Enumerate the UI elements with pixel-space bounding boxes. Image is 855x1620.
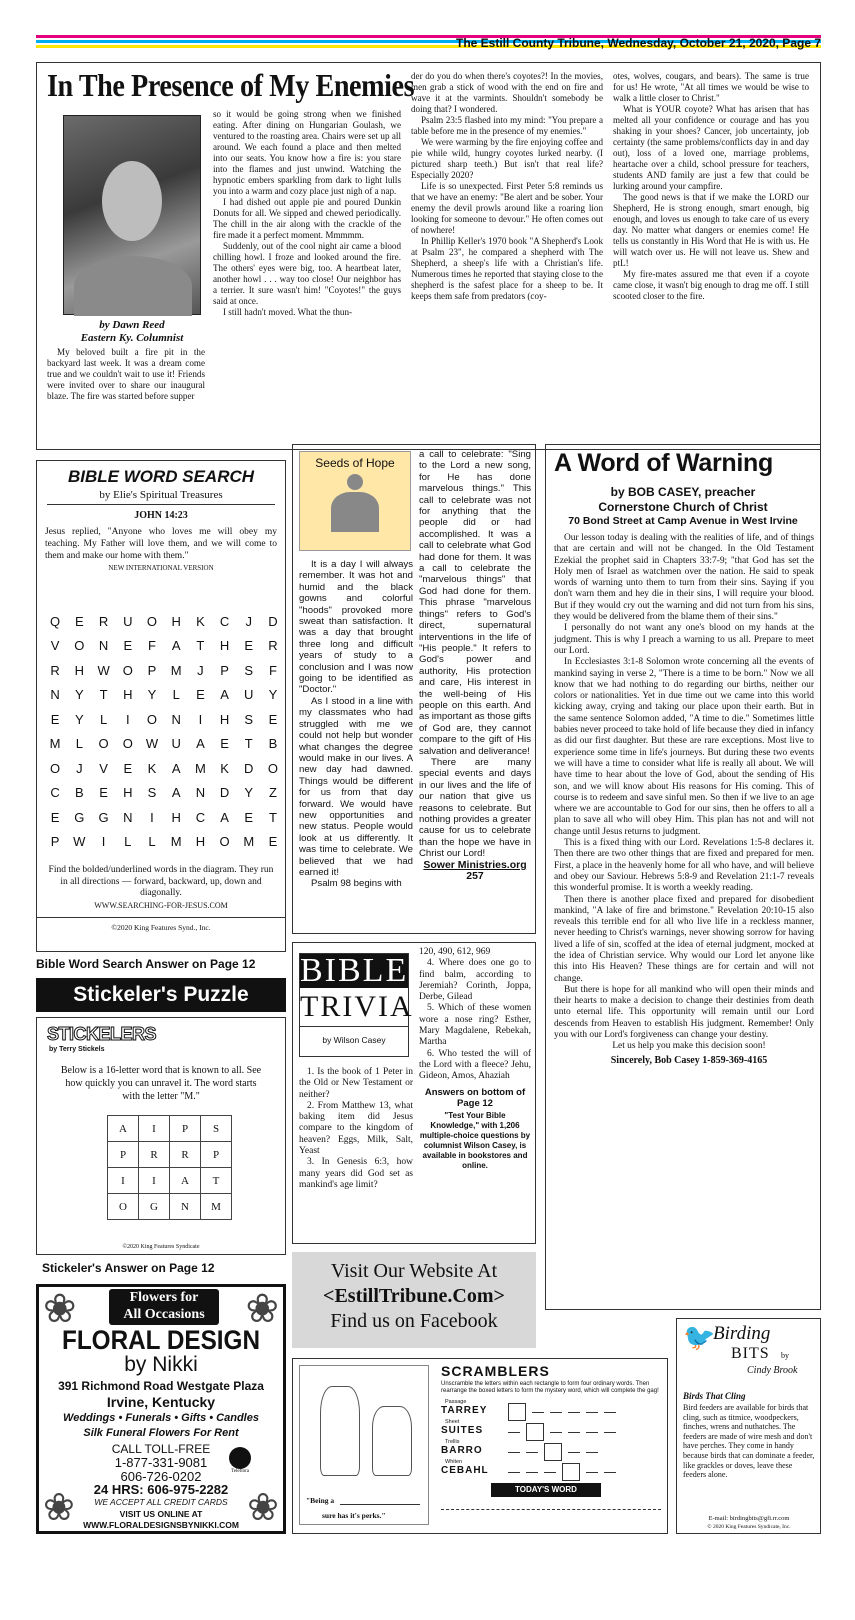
warning-signature: Sincerely, Bob Casey 1-859-369-4165 (610, 1054, 768, 1066)
trivia-question: 4. Where does one go to find balm, according to Jeremiah? Corinth, Joppa, Derbe, Gilead (419, 958, 531, 1003)
scrambler-slot[interactable] (550, 1432, 562, 1433)
grid-letter[interactable]: S (244, 662, 254, 678)
grid-letter[interactable]: J (76, 760, 83, 776)
bible-trivia-panel (292, 942, 536, 1244)
person-body (331, 492, 379, 532)
grid-letter[interactable]: E (99, 785, 108, 801)
grid-letter[interactable]: O (50, 760, 61, 776)
floral-local-phone[interactable]: 606-726-0202 (120, 1469, 202, 1484)
birding-email: E-mail: birdingbits@gfi.rr.com (708, 1515, 790, 1522)
paragraph: There are many special events and days in our lives and the life of our nation that give us reasons to celebrate. But nothing provides a greater cause for us to celebrate than the hope we have in Christ our Lord! (419, 756, 531, 860)
paragraph: so it would be going strong when we finished eating. After dining on Hungarian Goulash, we ventured to the roasting area. Chairs were set up all around. We each found a place and then melted into our seats. You know how a fire is: you stare into the flames and just unwind. Watching the hypnotic embers sparkling from dark to light lulls you into a warm and cozy place just nigh of a nap. (213, 109, 401, 196)
grid-letter[interactable]: E (196, 687, 205, 703)
grid-letter[interactable]: S (147, 785, 157, 801)
scrambler-clue: Sheet (445, 1419, 460, 1425)
stickeler-letter: I (139, 1168, 170, 1194)
people-icon (325, 474, 385, 534)
bible-version: NEW INTERNATIONAL VERSION (108, 564, 214, 572)
stickeler-text: Below is a 16-letter word that is known to all. See how quickly you can unravel it. The word starts with the letter "M." (60, 1065, 262, 1102)
grid-letter[interactable]: O (146, 613, 158, 629)
birding-by: by (781, 1351, 789, 1360)
grid-letter[interactable]: T (268, 809, 277, 825)
trivia-logo-line1: BIBLE (300, 952, 409, 989)
grid-letter[interactable]: W (145, 736, 159, 752)
stickeler-panel (36, 1017, 286, 1255)
grid-letter[interactable]: E (244, 638, 254, 654)
floral-silk: Silk Funeral Flowers For Rent (83, 1427, 239, 1439)
page-header: The Estill County Tribune, Wednesday, October 21, 2020, Page 7 (456, 36, 821, 50)
grid-letter[interactable]: F (148, 638, 156, 654)
floral-online: VISIT US ONLINE AT (119, 1509, 203, 1519)
scrambler-slot[interactable] (562, 1463, 580, 1481)
paragraph: Let us help you make this decision soon! (612, 1041, 766, 1052)
trivia-choices: 120, 490, 612, 969 (419, 947, 491, 957)
paragraph: I had dished out apple pie and poured Dunkin Donuts for all. We sipped and chewed periodically. The chill in the air along with the crackle of the fire made it a perfect moment. Mmmmm. (213, 197, 401, 240)
grid-letter[interactable]: P (220, 662, 229, 678)
cartoon (299, 1365, 429, 1525)
grid-letter[interactable]: H (171, 613, 181, 629)
grid-letter[interactable]: N (98, 638, 109, 654)
scrambler-slot[interactable] (568, 1412, 580, 1413)
grid-letter[interactable]: E (123, 638, 133, 654)
grid-letter[interactable]: Y (147, 687, 157, 703)
word-search-subtitle: by Elie's Spiritual Treasures (99, 489, 223, 501)
scrambler-word: CEBAHL (441, 1465, 489, 1476)
grid-row (43, 634, 285, 659)
verse-ref: JOHN 14:23 (134, 510, 188, 521)
trivia-promo: "Test Your Bible Knowledge," with 1,206 multiple-choice questions by columnist Wilson Casey, is available in bookstores and online. (419, 1111, 531, 1171)
grid-letter[interactable]: I (150, 809, 154, 825)
cartoon-caption-blank (340, 1504, 420, 1505)
grid-letter[interactable]: K (147, 760, 157, 776)
scrambler-word: BARRO (441, 1445, 483, 1456)
grid-letter[interactable]: J (197, 662, 204, 678)
word-search-answer-note: Bible Word Search Answer on Page 12 (36, 957, 256, 971)
grid-letter[interactable]: L (124, 834, 132, 850)
seeds-number: 257 (466, 870, 484, 883)
rose-icon: ❀ (247, 1487, 279, 1529)
stickeler-row (108, 1142, 232, 1168)
paragraph: This is a fixed thing with our Lord. Revelations 1:5-8 declares it. Then there are two other things that are fixed and prepared for men. First, a place in the heavenly home for all who have, and will believe and obey our Saviour. Hebrews 5:8-9 and Revelation 21:1-7 reveals this wonderful promise. It is worth a weekly reading. (554, 838, 814, 894)
grid-letter[interactable]: M (170, 834, 182, 850)
floral-address: 391 Richmond Road Westgate Plaza (58, 1379, 264, 1393)
grid-letter[interactable]: D (268, 613, 278, 629)
paragraph: Suddenly, out of the cool night air came a blood chilling howl. I froze and looked around the fire. The others' eyes were big, too. A heartbeat later, another howl . . . way too close! Our neighbor has a terrier. It sure wasn't him! "Coyotes!" the guys said at once. (213, 241, 401, 306)
grid-letter[interactable]: O (146, 711, 158, 727)
grid-letter[interactable]: J (245, 613, 252, 629)
paragraph: But there is hope for all mankind who will open their minds and their hearts to make a decision to change their destinies from death unto eternal life. This opportunity will remain until our Lord descends from Heaven to establish His judgment. Remember! Only you with our Lord's forgiveness can change your destiny. (554, 984, 814, 1041)
seeds-logo (299, 451, 411, 551)
paragraph: My beloved built a fire pit in the backyard last week. It was a dream come true and we couldn't wait to use it! Friends were invited over to share our inaugural blaze. The fire was started before supper (47, 347, 205, 401)
stickeler-letter: A (170, 1168, 201, 1194)
grid-letter[interactable]: C (50, 785, 60, 801)
grid-letter[interactable]: E (50, 711, 60, 727)
grid-letter[interactable]: A (196, 736, 205, 752)
scrambler-row (441, 1459, 665, 1479)
grid-letter[interactable]: A (171, 760, 181, 776)
seeds-signature[interactable]: Sower Ministries.org (423, 858, 527, 871)
grid-row (43, 658, 285, 683)
photo-face (102, 161, 162, 241)
grid-letter[interactable]: I (101, 834, 106, 850)
teleflora-label: Teleflora (231, 1469, 249, 1474)
floral-cards: WE ACCEPT ALL CREDIT CARDS (94, 1497, 228, 1507)
enemies-article (36, 62, 821, 450)
grid-letter[interactable]: H (74, 662, 85, 678)
stickeler-letter: G (139, 1194, 170, 1220)
scrambler-row (441, 1419, 665, 1439)
visit-facebook[interactable]: Find us on Facebook (330, 1310, 498, 1332)
grid-letter[interactable]: L (75, 736, 83, 752)
warning-church: Cornerstone Church of Christ (598, 500, 768, 514)
grid-letter[interactable]: U (123, 613, 133, 629)
grid-letter[interactable]: A (220, 809, 229, 825)
scrambler-row (441, 1439, 665, 1459)
visit-line1: Visit Our Website At (330, 1260, 498, 1282)
floral-city: Irvine, Kentucky (106, 1394, 216, 1410)
grid-letter[interactable]: L (148, 834, 156, 850)
cartoon-caption: sure has it's perks." (322, 1511, 386, 1520)
grid-letter[interactable]: D (219, 785, 230, 801)
word-of-warning-panel (545, 444, 821, 1310)
grid-letter[interactable]: N (123, 809, 133, 825)
grid-letter[interactable]: H (171, 809, 181, 825)
paragraph: Psalm 98 begins with (311, 878, 402, 890)
grid-letter[interactable]: P (147, 662, 157, 678)
grid-letter[interactable]: A (220, 687, 229, 703)
grid-letter[interactable]: R (268, 638, 278, 654)
trivia-logo-line2: TRIVIA (300, 988, 408, 1027)
stickeler-answer-note: Stickeler's Answer on Page 12 (42, 1261, 215, 1275)
stickeler-banner-text: Stickeler's Puzzle (73, 983, 249, 1006)
warning-address: 70 Bond Street at Camp Avenue in West Irvine (568, 515, 798, 527)
scrambler-clue: Whiten (445, 1459, 463, 1465)
trivia-question: 2. From Matthew 13, what baking item did Jesus compare to the kingdom of heaven? Eggs, Milk, Salt, Yeast (299, 1100, 413, 1157)
paragraph: I personally do not want any one's blood on my hands at the judgment. This is why I preach a warning to us all. Prepare to meet our Lord. (554, 623, 814, 656)
floral-services: Weddings • Funerals • Gifts • Candles (63, 1412, 259, 1424)
stickeler-letter: I (108, 1168, 139, 1194)
grid-letter[interactable]: L (99, 711, 108, 727)
grid-letter[interactable]: U (171, 736, 181, 752)
scrambler-clue: Trellis (445, 1439, 460, 1445)
grid-letter[interactable]: O (122, 662, 133, 678)
trivia-logo (299, 952, 414, 1057)
stickeler-row (108, 1168, 232, 1194)
visit-url[interactable]: <EstillTribune.Com> (323, 1285, 505, 1307)
bird-icon: 🐦 (683, 1323, 716, 1352)
trivia-question: 6. Who tested the will of the Lord with a fleece? Jehu, Gideon, Amos, Ahaziah (419, 1048, 531, 1082)
paragraph: In Phillip Keller's 1970 book "A Shepherd's Look at Psalm 23", he compared a shepherd with The Shepherd, a sheep's life with a Christian's life. Numerous times he reported that staying close to the shepherd is the safest place for a sheep to be. It keeps them safe from predators (coy- (411, 236, 603, 301)
rose-icon: ❀ (245, 1286, 279, 1331)
word-search-panel (36, 460, 286, 952)
scrambler-slot[interactable] (586, 1412, 598, 1413)
grid-letter[interactable]: P (50, 834, 60, 850)
scrambler-slot[interactable] (568, 1432, 580, 1433)
scrambler-clue: Passage (445, 1399, 467, 1405)
paragraph: Psalm 23:5 flashed into my mind: "You prepare a table before me in the presence of my enemies." (411, 115, 603, 136)
grid-letter[interactable]: N (171, 711, 181, 727)
grid-letter[interactable]: N (50, 687, 60, 703)
grid-letter[interactable]: M (194, 760, 206, 776)
floral-ad[interactable] (36, 1284, 286, 1534)
grid-letter[interactable]: A (171, 638, 181, 654)
trivia-byline: by Wilson Casey (322, 1035, 386, 1045)
scrambler-slot[interactable] (508, 1472, 520, 1473)
stickeler-banner (36, 978, 286, 1012)
stickeler-author: by Terry Stickels (49, 1046, 105, 1053)
grid-letter[interactable]: M (49, 736, 61, 752)
scrambler-slot[interactable] (526, 1472, 538, 1473)
author-photo (63, 115, 201, 315)
verse-text: Jesus replied, "Anyone who loves me will obey my teaching. My Father will love them, and we will come to them and make our home with them." (45, 527, 277, 561)
grid-row (43, 756, 285, 781)
paragraph: Then there is another place fixed and prepared for disobedient mankind, "A lake of fire and brimstone." Revelation 20:10-15 also reveals this terrible end for all who live life in a reckless manner, never heeding to Christ's warnings, never showing sorrow for having lived a life of sin, scoffed at the idea of eternal judgment, mocked at the idea of Christian service. Why would our Lord let anyone like this into His Heaven? These things are for certain and will not change. (554, 894, 814, 984)
stickeler-row (108, 1116, 232, 1142)
birding-author: Cindy Brook (747, 1365, 798, 1376)
trivia-question: 3. In Genesis 6:3, how many years did God set as mankind's age limit? (299, 1157, 413, 1190)
birding-bits-panel (676, 1318, 821, 1534)
grid-letter[interactable]: F (268, 662, 277, 678)
grid-letter[interactable]: C (195, 809, 206, 825)
grid-letter[interactable]: I (125, 711, 130, 727)
word-search-url: WWW.SEARCHING-FOR-JESUS.COM (94, 901, 228, 910)
grid-letter[interactable]: O (98, 736, 109, 752)
floral-tollfree[interactable]: 1-877-331-9081 (114, 1455, 208, 1470)
cartoon-figure (320, 1386, 360, 1476)
stickeler-letter: T (201, 1168, 232, 1194)
stickeler-logo: STICKELERS (47, 1024, 157, 1044)
grid-letter[interactable]: O (267, 760, 278, 776)
grid-letter[interactable]: H (219, 711, 230, 727)
subtitle-divider (47, 504, 275, 505)
scrambler-slot[interactable] (586, 1452, 598, 1453)
floral-name-sub: by Nikki (124, 1353, 198, 1376)
grid-letter[interactable]: L (172, 687, 180, 703)
floral-banner-line2: All Occasions (123, 1307, 205, 1322)
floral-hours[interactable]: 24 HRS: 606-975-2282 (93, 1482, 229, 1497)
grid-letter[interactable]: T (244, 736, 253, 752)
scrambler-slot[interactable] (586, 1432, 598, 1433)
grid-row (43, 683, 285, 708)
cartoon-figure (372, 1406, 412, 1476)
cartoon-caption: "Being a (306, 1496, 335, 1505)
scrambler-slot[interactable] (604, 1412, 616, 1413)
paragraph: I still hadn't moved. What the thun- (223, 307, 353, 317)
teleflora-icon (229, 1447, 251, 1469)
scramblers-title: SCRAMBLERS (441, 1363, 550, 1379)
paragraph: We were warming by the fire enjoying coffee and pie while wild, hungry coyotes lurked nearby. (I pictured sharp teeth.) But isn't that real life? Especially 2020? (411, 137, 603, 180)
stickeler-letter: P (108, 1142, 139, 1168)
floral-call: CALL TOLL-FREE (111, 1442, 211, 1456)
todays-word-blanks[interactable] (441, 1509, 661, 1510)
grid-letter[interactable]: K (220, 760, 229, 776)
grid-row (43, 781, 285, 806)
grid-letter[interactable]: K (196, 613, 205, 629)
scrambler-slot[interactable] (568, 1452, 580, 1453)
word-search-divider (37, 917, 285, 918)
scrambler-row (441, 1399, 665, 1419)
grid-letter[interactable]: R (50, 662, 60, 678)
birding-heading: Birds That Cling (683, 1391, 746, 1401)
byline-title: Eastern Ky. Columnist (80, 332, 184, 344)
birding-text: Bird feeders are available for birds that cling, such as titmice, woodpeckers, finches, wrens and nuthatches. The feeders are made of wire mesh and don't have perches. They come in handy because birds that can dominate a feeder, like grackles or doves, leave these feeders alone. (683, 1403, 815, 1480)
grid-letter[interactable]: M (243, 834, 255, 850)
birding-logo-bits: BITS (731, 1345, 770, 1362)
paragraph: What is YOUR coyote? What has arisen that has melted all your confidence or courage and has you shaking in your shoes? Cancer, job uncertainty, job certainty (the same problems/conflicts day in and day out), loss of a loved one, marriage problems, heartache over a child, school pressure for teachers, students AND family are just a few that could be lurking around your campfire. (613, 104, 809, 191)
grid-letter[interactable]: T (99, 687, 108, 703)
grid-letter[interactable]: W (73, 834, 86, 850)
grid-letter[interactable]: E (220, 736, 229, 752)
paragraph: As I stood in a line with my classmates who had struggled with me we could not help but wonder what changes the degree would make in our lives. A new day had dawned. Things would be different for us from that day forward. We would have new opportunities and new status. People would look at us differently. It was time to celebrate. We believed that we had earned it! (299, 695, 413, 878)
birding-logo: Birding (713, 1323, 771, 1344)
scramblers-panel (292, 1358, 668, 1534)
stickeler-letter: M (201, 1194, 232, 1220)
trivia-answers-note: Answers on bottom of Page 12 (424, 1086, 526, 1109)
grid-letter[interactable]: B (74, 785, 84, 801)
scrambler-word: TARREY (441, 1405, 488, 1416)
scrambler-slot[interactable] (508, 1432, 520, 1433)
scrambler-slot[interactable] (508, 1452, 520, 1453)
grid-letter[interactable]: V (50, 638, 60, 654)
birding-copyright: © 2020 King Features Syndicate, Inc. (707, 1524, 791, 1530)
stickeler-letter: I (139, 1116, 170, 1142)
rose-icon: ❀ (43, 1286, 77, 1331)
trivia-question: 1. Is the book of 1 Peter in the Old or New Testament or neither? (299, 1067, 413, 1100)
grid-letter[interactable]: H (123, 687, 133, 703)
stickeler-letter: A (108, 1116, 139, 1142)
floral-name: FLORAL DESIGN (61, 1325, 260, 1355)
stickeler-letter: R (139, 1142, 170, 1168)
grid-letter[interactable]: Z (268, 785, 277, 801)
person-head (347, 474, 363, 490)
grid-letter[interactable]: Q (50, 613, 61, 629)
grid-letter[interactable]: B (268, 736, 278, 752)
stickeler-letter: O (108, 1194, 139, 1220)
grid-letter[interactable]: M (170, 662, 182, 678)
paragraph: My fire-mates assured me that even if a coyote came close, it wasn't big enough to drag me off. I still scooted closer to the fire. (613, 269, 809, 301)
grid-letter[interactable]: E (268, 834, 278, 850)
paragraph: a call to celebrate: "Sing to the Lord a new song, for He has done marvelous things." This call to celebrate was not for anything that the people did or had accomplished. It was a call to celebrate what God had done for them. It was a call to celebrate the "marvelous things" that God had done for them. This phrase "marvelous things" refers to God's direct, supernatural interventions in the life of "His people." It refers to God's power and authority, His protection and care, His interest in the well-being of His people on this earth. And as important as those gifts of God are, they cannot compare to the gift of His salvation and deliverance! (419, 449, 531, 757)
byline: by Dawn Reed (99, 319, 165, 331)
grid-row (43, 732, 285, 757)
scramblers-words (441, 1399, 665, 1479)
grid-letter[interactable]: S (244, 711, 254, 727)
paragraph: The good news is that if we make the LORD our Shepherd, He is strong enough, smart enough, big enough, and loves us enough to take care of us every day. No matter what dangers or enemies come! He tells us constantly in His Word that He is with us. He will watch over us. He will not leave us. Shew and ptL! (613, 192, 809, 268)
scrambler-answer-slots[interactable] (505, 1463, 619, 1481)
paragraph: der do you do when there's coyotes?! In the movies, men grab a stick of wood with the end on fire and wave it at the varmints. Shouldn't somebody be doing that? I wondered. (411, 71, 603, 114)
floral-banner-line1: Flowers for (129, 1290, 199, 1305)
trivia-question: 5. Which of these women wore a nose ring? Esther, Mary Magdalene, Rebekah, Martha (419, 1003, 531, 1048)
grid-letter[interactable]: T (196, 638, 205, 654)
stickeler-letter: N (170, 1194, 201, 1220)
warning-byline: by BOB CASEY, preacher (610, 485, 756, 499)
grid-letter[interactable]: U (244, 687, 254, 703)
scrambler-word: SUITES (441, 1425, 484, 1436)
floral-banner (109, 1289, 219, 1325)
warning-title: A Word of Warning (554, 449, 773, 477)
grid-letter[interactable]: A (171, 785, 181, 801)
word-search-grid[interactable] (43, 609, 285, 854)
grid-row (43, 805, 285, 830)
rose-icon: ❀ (43, 1487, 75, 1529)
grid-letter[interactable]: C (219, 613, 230, 629)
stickeler-row (108, 1194, 232, 1220)
grid-letter[interactable]: E (74, 613, 84, 629)
stickeler-letter: S (201, 1116, 232, 1142)
photo-shoulders (74, 256, 192, 316)
scrambler-slot[interactable] (586, 1472, 598, 1473)
word-search-copyright: ©2020 King Features Synd., Inc. (111, 923, 211, 932)
grid-letter[interactable]: E (123, 760, 133, 776)
stickeler-letter: P (201, 1142, 232, 1168)
article-title: In The Presence of My Enemies (47, 67, 415, 103)
word-search-instructions: Find the bolded/underlined words in the diagram. They run in all directions — forward, backward, up, down and diagonally. (48, 865, 274, 898)
scrambler-slot[interactable] (550, 1412, 562, 1413)
paragraph: Our lesson today is dealing with the realities of life, and of things that are certain and will not be changed. In the Old Testament Ezekial the prophet said in Chapters 33:7-9; "that God has set the Holy men of Israel as watchmen over the nation. He said to speak words of warning unto them to turn from their sins. Saying if you don't warn them and hey die in their sins, I will require your blood. But if they would cry out the warning and did not turn from his sins, they would be delivered from the blame them of their sins." (554, 533, 814, 623)
grid-letter[interactable]: Y (74, 711, 84, 727)
word-search-title: BIBLE WORD SEARCH (67, 467, 255, 486)
stickeler-letter: R (170, 1142, 201, 1168)
grid-letter[interactable]: E (50, 809, 60, 825)
grid-letter[interactable]: O (74, 638, 85, 654)
stickeler-letter: P (170, 1116, 201, 1142)
scramblers-instructions: Unscramble the letters within each rectangle to form four ordinary words. Then rearrange the boxed letters to form the mystery word, which will complete the gag! (441, 1381, 659, 1394)
grid-letter[interactable]: O (219, 834, 230, 850)
grid-letter[interactable]: O (122, 736, 133, 752)
grid-letter[interactable]: G (74, 809, 85, 825)
stickeler-grid[interactable] (107, 1115, 232, 1220)
paragraph: In Ecclesiastes 3:1-8 Solomon wrote concerning all the events of mankind saying in verse 2, "There is a time to be born." Now we all know that we had nothing to do regarding our births, neither our colors or nationalities. Yet in due time out we came into this world kicking away, crying and taking our place upon their earth. But in the same sentence Solomon added, "A time to die." Sometimes little babies never proceed to take hold of life because they died in infancy as did our first daughter. But these are rare exceptions. Most live to experience some time in life's journeys. But during these two events we will have a time to consider what life is really all about. We will have time to hear about the love of God, about the sending of His son, and we will know about His reasons for His coming. This of course is to redeem and save sinful men. So then if we live to an age where we are accountable to God for our sins, then he offers to all a plan to save all who will obey Him. This plan has not and will not change until Jesus returns to judgment. (554, 657, 814, 837)
paragraph: otes, wolves, cougars, and bears). The same is true for us! He wrote, "At all times we would be wise to walk a little closer to Christ." (613, 71, 809, 103)
grid-letter[interactable]: H (219, 638, 230, 654)
grid-row (43, 830, 285, 855)
grid-letter[interactable]: D (244, 760, 254, 776)
paragraph: Life is so unexpected. First Peter 5:8 reminds us that we have an enemy: "Be alert and be sober. Your enemy the devil prowls around like a roaring lion looking for someone to devour." He often comes out of nowhere! (411, 181, 603, 235)
scrambler-slot[interactable] (526, 1452, 538, 1453)
grid-letter[interactable]: R (98, 613, 109, 629)
todays-word-label: TODAY'S WORD (491, 1483, 601, 1497)
grid-letter[interactable]: N (195, 785, 206, 801)
seeds-of-hope-panel (292, 444, 536, 934)
visit-website-box[interactable] (292, 1252, 536, 1348)
teleflora-badge (227, 1447, 253, 1481)
scrambler-slot[interactable] (532, 1412, 544, 1413)
grid-letter[interactable]: W (97, 662, 110, 678)
grid-row (43, 609, 285, 634)
stickeler-copyright: ©2020 King Features Syndicate (122, 1244, 200, 1250)
grid-letter[interactable]: Y (74, 687, 84, 703)
grid-letter[interactable]: Y (244, 785, 254, 801)
grid-letter[interactable]: E (268, 711, 278, 727)
grid-letter[interactable]: Y (268, 687, 278, 703)
seeds-logo-text: Seeds of Hope (315, 456, 395, 470)
grid-letter[interactable]: G (98, 809, 109, 825)
grid-letter[interactable]: H (195, 834, 206, 850)
scrambler-slot[interactable] (544, 1472, 556, 1473)
grid-letter[interactable]: I (198, 711, 203, 727)
scrambler-slot[interactable] (604, 1432, 616, 1433)
grid-letter[interactable]: E (244, 809, 254, 825)
paragraph: It is a day I will always remember. It was hot and humid and the black gowns and colorful "hoods" provoked more sweat than satisfaction. It was a day that brought three long and difficult years of study to a conclusion and I was now going to be identified as "Doctor." (299, 559, 413, 696)
scrambler-slot[interactable] (604, 1472, 616, 1473)
floral-url[interactable]: WWW.FLORALDESIGNSBYNIKKI.COM (83, 1520, 239, 1530)
grid-letter[interactable]: H (123, 785, 133, 801)
grid-letter[interactable]: V (99, 760, 108, 776)
grid-row (43, 707, 285, 732)
